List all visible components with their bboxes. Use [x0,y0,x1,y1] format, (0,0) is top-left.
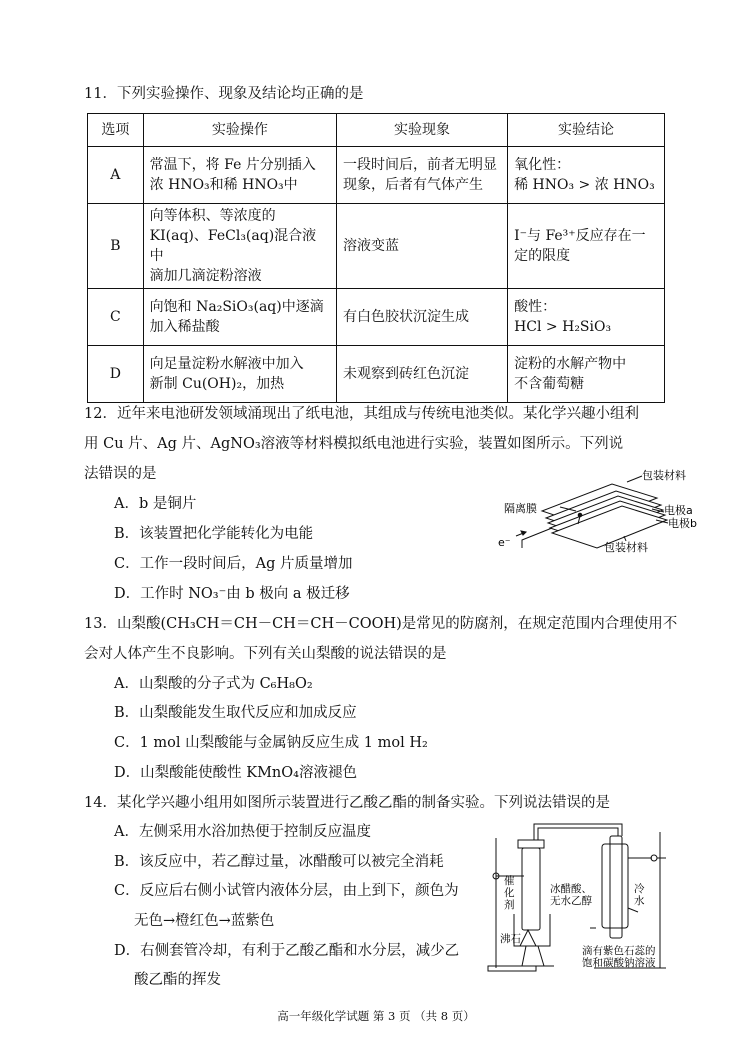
row-conclusion: I⁻与 Fe³⁺反应存在一 定的限度 [508,204,665,289]
q14-option-c-continued: 无色→橙红色→蓝紫色 [134,913,275,929]
q13-option-a: A．山梨酸的分子式为 C₆H₈O₂ [114,676,313,692]
row-option: A [88,147,144,204]
page-footer: 高一年级化学试题 第 3 页 （共 8 页） [277,1009,475,1023]
row-operation: 向饱和 Na₂SiO₃(aq)中逐滴 加入稀盐酸 [143,289,336,346]
row-operation: 向等体积、等浓度的 KI(aq)、FeCl₃(aq)混合液中 滴加几滴淀粉溶液 [143,204,336,289]
q12-stem-line-3: 法错误的是 [84,466,157,482]
label-catalyst-2: 化 [504,887,515,899]
paper-battery-figure [492,466,702,584]
label-reagents-1: 冰醋酸、 [550,883,592,895]
q11-table [87,113,665,403]
table-header-row [88,114,665,147]
ester-apparatus-figure [484,818,674,978]
row-phenomenon: 一段时间后，前者无明显 现象，后者有气体产生 [337,147,508,204]
table-row [88,147,665,204]
row-option: D [88,346,144,403]
label-membrane: 隔离膜 [504,502,537,515]
row-option: C [88,289,144,346]
row-phenomenon: 未观察到砖红色沉淀 [337,346,508,403]
label-catalyst-1: 催 [504,875,515,887]
row-operation: 向足量淀粉水解液中加入 新制 Cu(OH)₂，加热 [143,346,336,403]
label-boiling-stone: 沸石 [500,933,521,945]
q14-option-c: C．反应后右侧小试管内液体分层，由上到下，颜色为 [114,883,459,899]
q12-option-a: A．b 是铜片 [114,496,197,512]
table-row [88,346,665,403]
q12-option-d: D．工作时 NO₃⁻由 b 极向 a 极迁移 [114,586,350,602]
header-phenomenon: 实验现象 [337,114,508,147]
label-catalyst-3: 剂 [504,899,515,911]
label-solution-1: 滴有紫色石蕊的 [582,945,656,957]
header-option: 选项 [88,114,144,147]
row-phenomenon: 溶液变蓝 [337,204,508,289]
label-package-bottom: 包装材料 [604,541,648,554]
q13-stem-line-2: 会对人体产生不良影响。下列有关山梨酸的说法错误的是 [84,646,447,662]
header-operation: 实验操作 [143,114,336,147]
q14-option-d-continued: 酸乙酯的挥发 [134,972,221,988]
table-row [88,204,665,289]
row-option: B [88,204,144,289]
q14-stem: 14．某化学兴趣小组用如图所示装置进行乙酸乙酯的制备实验。下列说法错误的是 [84,795,610,811]
table-row [88,289,665,346]
label-electron: e⁻ [498,536,511,549]
q12-option-c: C．工作一段时间后，Ag 片质量增加 [114,556,353,572]
q14-option-a: A．左侧采用水浴加热便于控制反应温度 [114,824,371,840]
q13-stem-line-1: 13．山梨酸(CH₃CH＝CH－CH＝CH－COOH)是常见的防腐剂，在规定范围内合理使用不 [84,616,678,632]
q13-option-d: D．山梨酸能使酸性 KMnO₄溶液褪色 [114,765,357,781]
q12-stem-line-1: 12．近年来电池研发领域涌现出了纸电池，其组成与传统电池类似。某化学兴趣小组利 [84,406,639,422]
q13-option-b: B．山梨酸能发生取代反应和加成反应 [114,705,357,721]
q13-option-c: C．1 mol 山梨酸能与金属钠反应生成 1 mol H₂ [114,735,428,751]
row-conclusion: 氧化性： 稀 HNO₃ > 浓 HNO₃ [508,147,665,204]
row-operation: 常温下，将 Fe 片分别插入 浓 HNO₃和稀 HNO₃中 [143,147,336,204]
label-reagents-2: 无水乙醇 [550,895,592,907]
header-conclusion: 实验结论 [508,114,665,147]
q14-option-d: D．右侧套管冷却，有利于乙酸乙酯和水分层，减少乙 [114,943,460,959]
row-phenomenon: 有白色胶状沉淀生成 [337,289,508,346]
q14-option-b: B．该反应中，若乙醇过量，冰醋酸可以被完全消耗 [114,854,444,870]
label-solution-2: 饱和碳酸钠溶液 [582,957,656,969]
label-package-top: 包装材料 [642,469,686,482]
q11-stem: 11．下列实验操作、现象及结论均正确的是 [84,86,364,102]
row-conclusion: 淀粉的水解产物中 不含葡萄糖 [508,346,665,403]
label-electrode-b: 电极b [668,517,697,530]
label-electrode-a: 电极a [664,504,693,517]
label-cold-water-2: 水 [634,895,645,907]
q12-option-b: B．该装置把化学能转化为电能 [114,526,314,542]
row-conclusion: 酸性： HCl > H₂SiO₃ [508,289,665,346]
q12-stem-line-2: 用 Cu 片、Ag 片、AgNO₃溶液等材料模拟纸电池进行实验，装置如图所示。下列说 [84,436,624,452]
label-cold-water-1: 冷 [634,883,645,895]
